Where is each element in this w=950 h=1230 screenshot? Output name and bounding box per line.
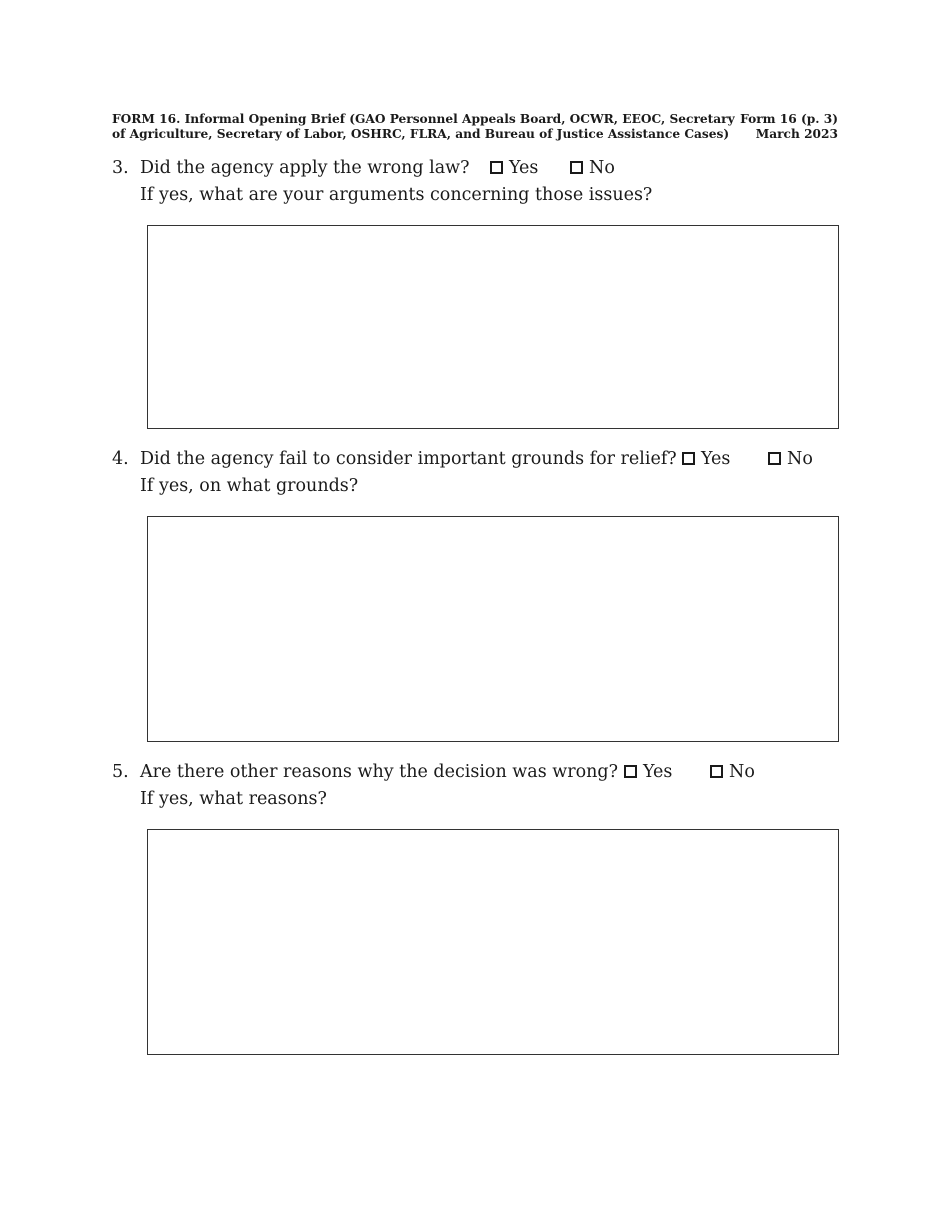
q4-no-label: No bbox=[787, 449, 813, 469]
q4-yes-label: Yes bbox=[701, 449, 731, 469]
q4-no-checkbox[interactable] bbox=[768, 452, 781, 465]
page-number: Form 16 (p. 3) bbox=[740, 112, 838, 126]
question-followup: If yes, what are your arguments concerning those issues? bbox=[140, 185, 653, 205]
q3-answer-field[interactable] bbox=[147, 225, 839, 429]
q5-no-checkbox[interactable] bbox=[710, 765, 723, 778]
q5-answer-field[interactable] bbox=[147, 829, 839, 1055]
question-followup: If yes, on what grounds? bbox=[140, 476, 359, 496]
q5-yes-option[interactable] bbox=[624, 759, 672, 786]
q5-no-option[interactable] bbox=[710, 759, 755, 786]
q3-no-label: No bbox=[589, 158, 615, 178]
question-number: 5. bbox=[112, 762, 129, 782]
q3-yes-option[interactable] bbox=[490, 155, 538, 182]
q4-yes-option[interactable] bbox=[682, 446, 730, 473]
form-title bbox=[112, 112, 735, 142]
q3-yes-checkbox[interactable] bbox=[490, 161, 503, 174]
form-page-info bbox=[740, 112, 838, 142]
question-text: Did the agency apply the wrong law? bbox=[140, 158, 470, 178]
form-title-line-1: FORM 16. Informal Opening Brief (GAO Personnel Appeals Board, OCWR, EEOC, Secretary bbox=[112, 112, 735, 126]
q4-answer-field[interactable] bbox=[147, 516, 839, 742]
q5-yes-label: Yes bbox=[643, 762, 673, 782]
question-3 bbox=[112, 155, 838, 211]
form-title-line-2: of Agriculture, Secretary of Labor, OSHRC, FLRA, and Bureau of Justice Assistance Cases) bbox=[112, 127, 730, 141]
q3-no-checkbox[interactable] bbox=[570, 161, 583, 174]
question-text: Are there other reasons why the decision was wrong? bbox=[140, 762, 618, 782]
q4-yes-checkbox[interactable] bbox=[682, 452, 695, 465]
q5-no-label: No bbox=[729, 762, 755, 782]
question-5 bbox=[112, 759, 838, 815]
q5-yes-checkbox[interactable] bbox=[624, 765, 637, 778]
form-date: March 2023 bbox=[755, 127, 838, 141]
q4-no-option[interactable] bbox=[768, 446, 813, 473]
q3-no-option[interactable] bbox=[570, 155, 615, 182]
question-4 bbox=[112, 446, 838, 502]
q3-yes-label: Yes bbox=[509, 158, 539, 178]
question-followup: If yes, what reasons? bbox=[140, 789, 327, 809]
question-number: 3. bbox=[112, 158, 129, 178]
question-text: Did the agency fail to consider important grounds for relief? bbox=[140, 449, 677, 469]
question-number: 4. bbox=[112, 449, 129, 469]
